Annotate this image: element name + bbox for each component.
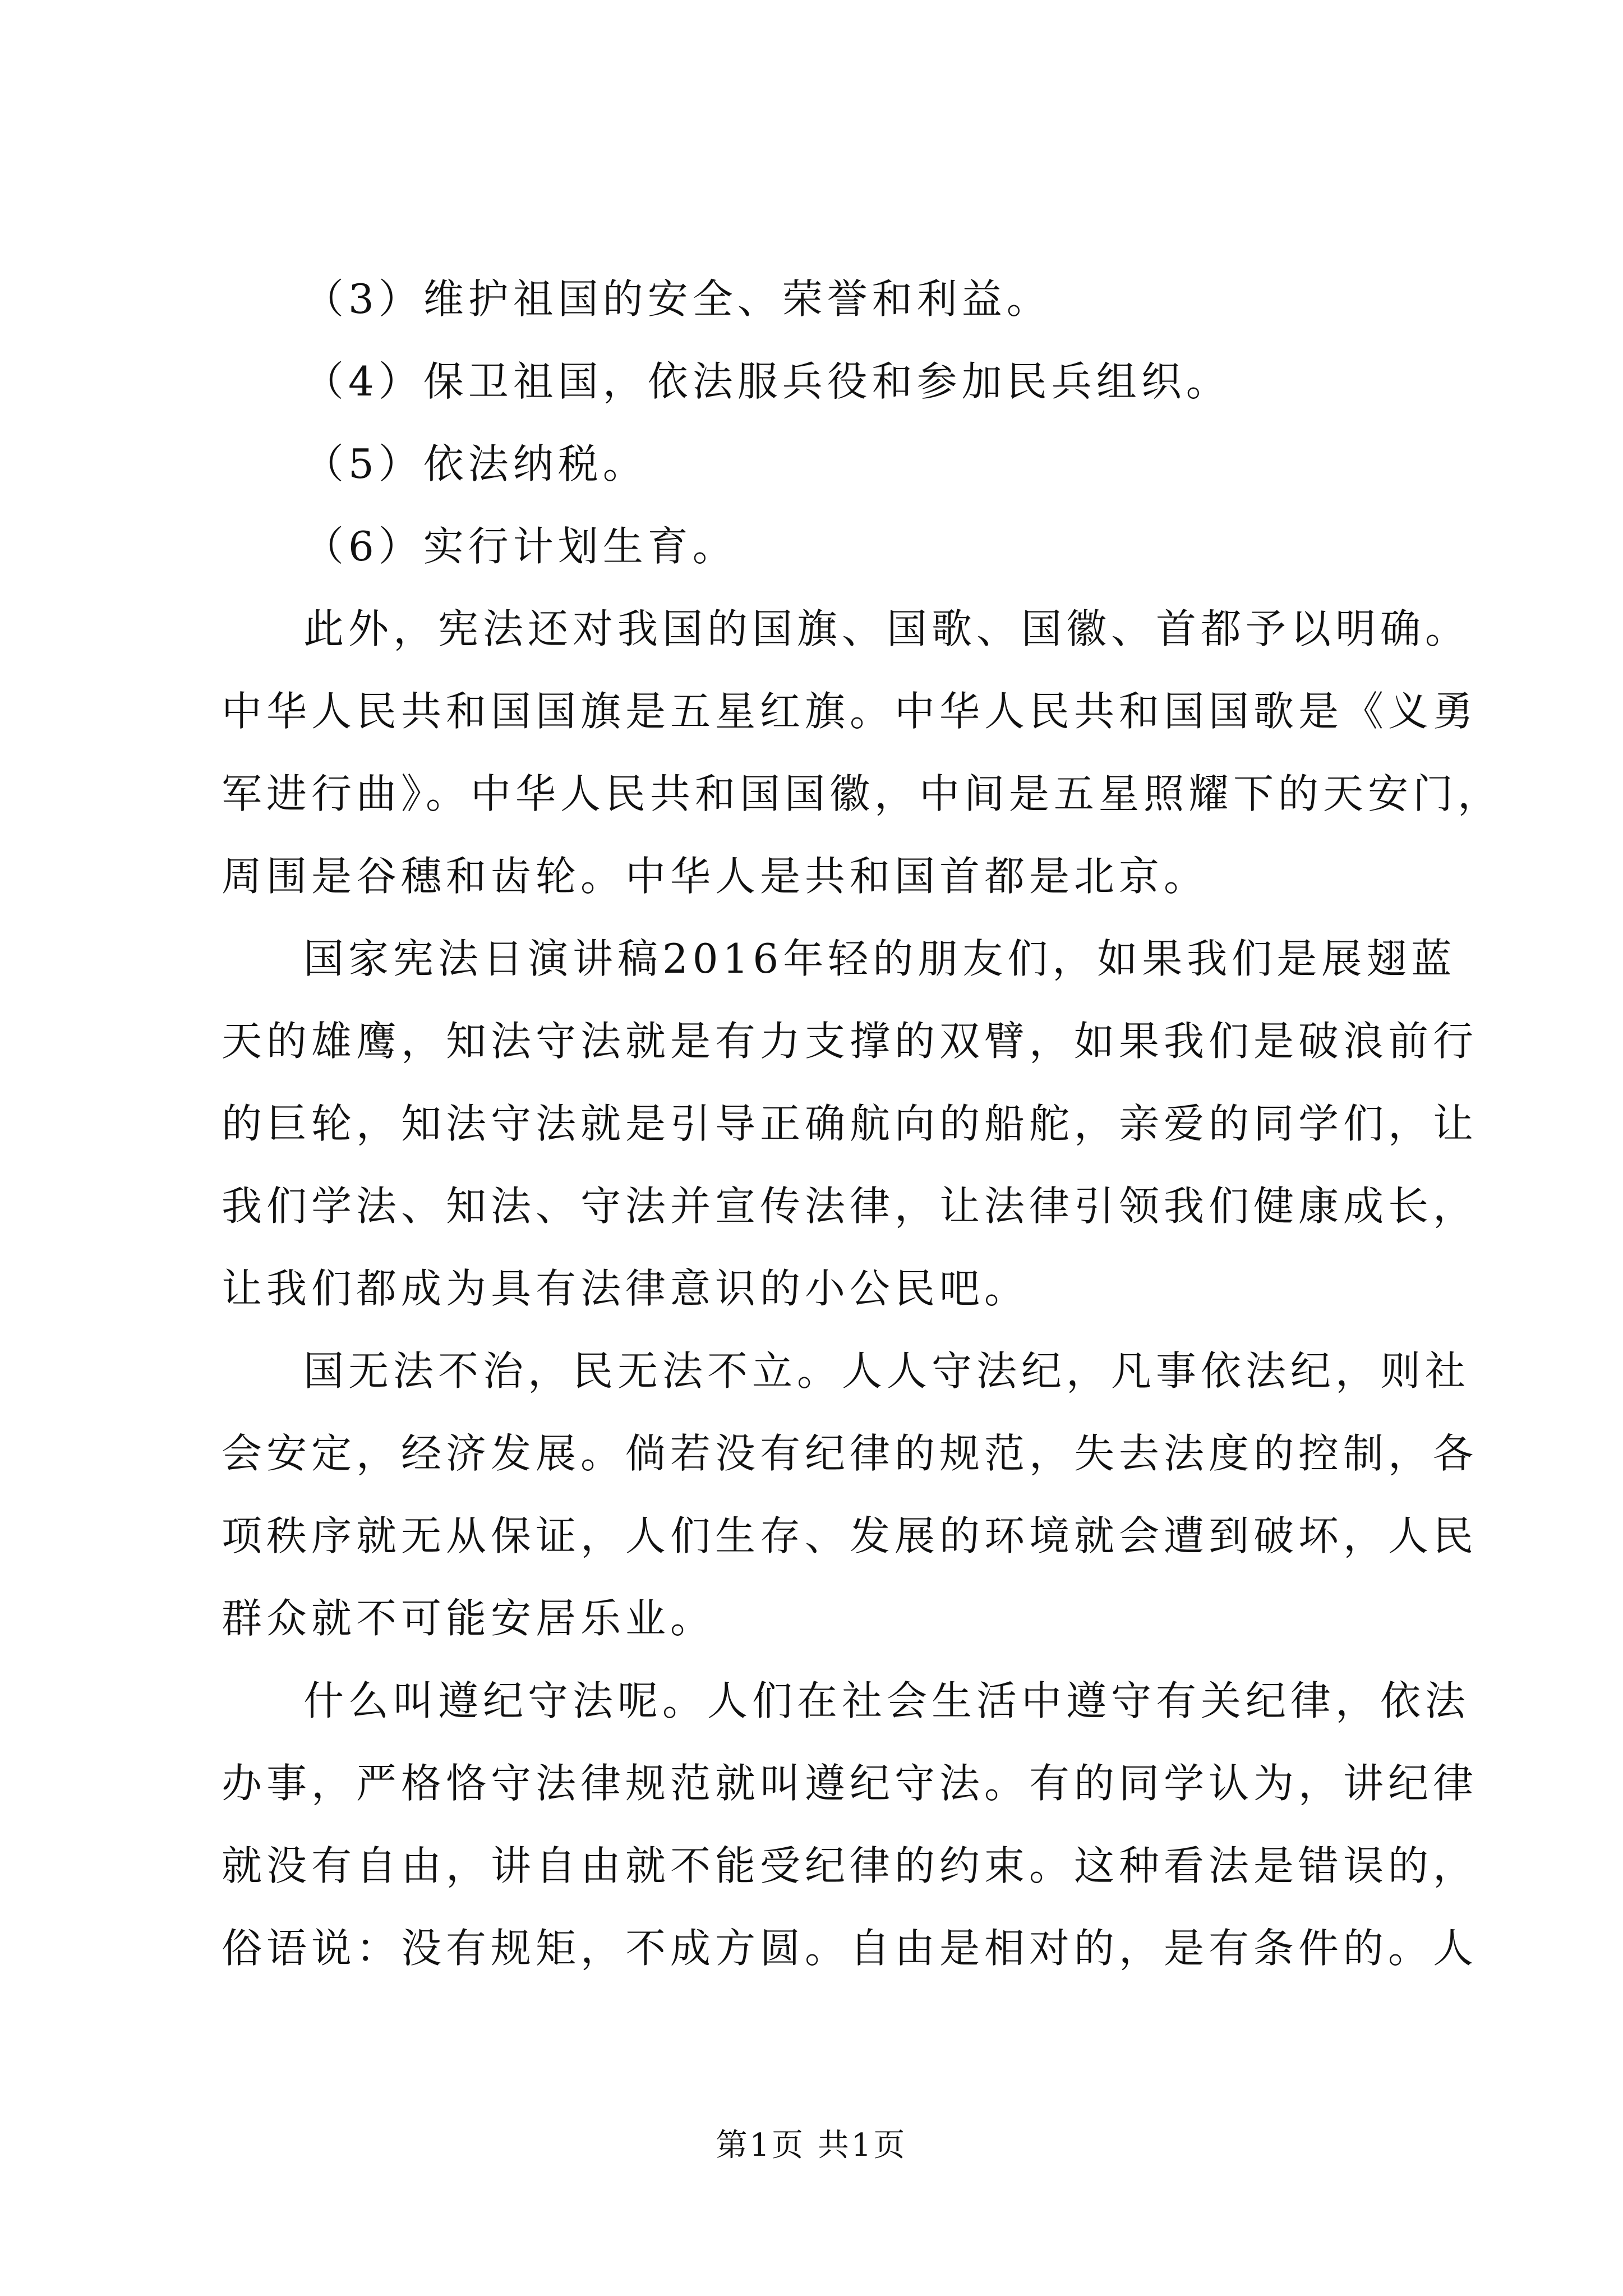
list-item-4: （4）保卫祖国，依法服兵役和参加民兵组织。	[303, 358, 1231, 405]
paragraph-line: 此外，宪法还对我国的国旗、国歌、国徽、首都予以明确。	[303, 605, 1470, 652]
paragraph-line: 群众就不可能安居乐业。	[222, 1595, 716, 1642]
paragraph-line: 天的雄鹰，知法守法就是有力支撑的双臂，如果我们是破浪前行	[222, 1018, 1478, 1065]
paragraph-line: 周围是谷穗和齿轮。中华人是共和国首都是北京。	[222, 853, 1209, 900]
list-item-5: （5）依法纳税。	[303, 440, 648, 487]
paragraph-line: 会安定，经济发展。倘若没有纪律的规范，失去法度的控制，各	[222, 1430, 1478, 1477]
paragraph-line: 军进行曲》。中华人民共和国国徽，中间是五星照耀下的天安门，	[222, 770, 1503, 817]
page-footer: 第1页 共1页	[716, 2127, 907, 2164]
paragraph-line: 国家宪法日演讲稿2016年轻的朋友们，如果我们是展翅蓝	[303, 935, 1456, 982]
document-body	[222, 258, 1503, 1990]
paragraph-line: 我们学法、知法、守法并宣传法律，让法律引领我们健康成长，	[222, 1182, 1478, 1230]
paragraph-line: 办事，严格恪守法律规范就叫遵纪守法。有的同学认为，讲纪律	[222, 1760, 1478, 1807]
paragraph-line: 俗语说：没有规矩，不成方圆。自由是相对的，是有条件的。人	[222, 1925, 1478, 1972]
paragraph-line: 就没有自由，讲自由就不能受纪律的约束。这种看法是错误的，	[222, 1842, 1478, 1889]
list-item-6: （6）实行计划生育。	[303, 523, 737, 570]
paragraph-line: 的巨轮，知法守法就是引导正确航向的船舵，亲爱的同学们，让	[222, 1100, 1478, 1147]
paragraph-line: 项秩序就无从保证，人们生存、发展的环境就会遭到破坏，人民	[222, 1512, 1478, 1559]
paragraph-line: 中华人民共和国国旗是五星红旗。中华人民共和国国歌是《义勇	[222, 688, 1478, 735]
list-item-3: （3）维护祖国的安全、荣誉和利益。	[303, 275, 1052, 323]
paragraph-line: 国无法不治，民无法不立。人人守法纪，凡事依法纪，则社	[303, 1347, 1470, 1395]
paragraph-line: 什么叫遵纪守法呢。人们在社会生活中遵守有关纪律，依法	[303, 1677, 1470, 1724]
paragraph-line: 让我们都成为具有法律意识的小公民吧。	[222, 1265, 1030, 1312]
